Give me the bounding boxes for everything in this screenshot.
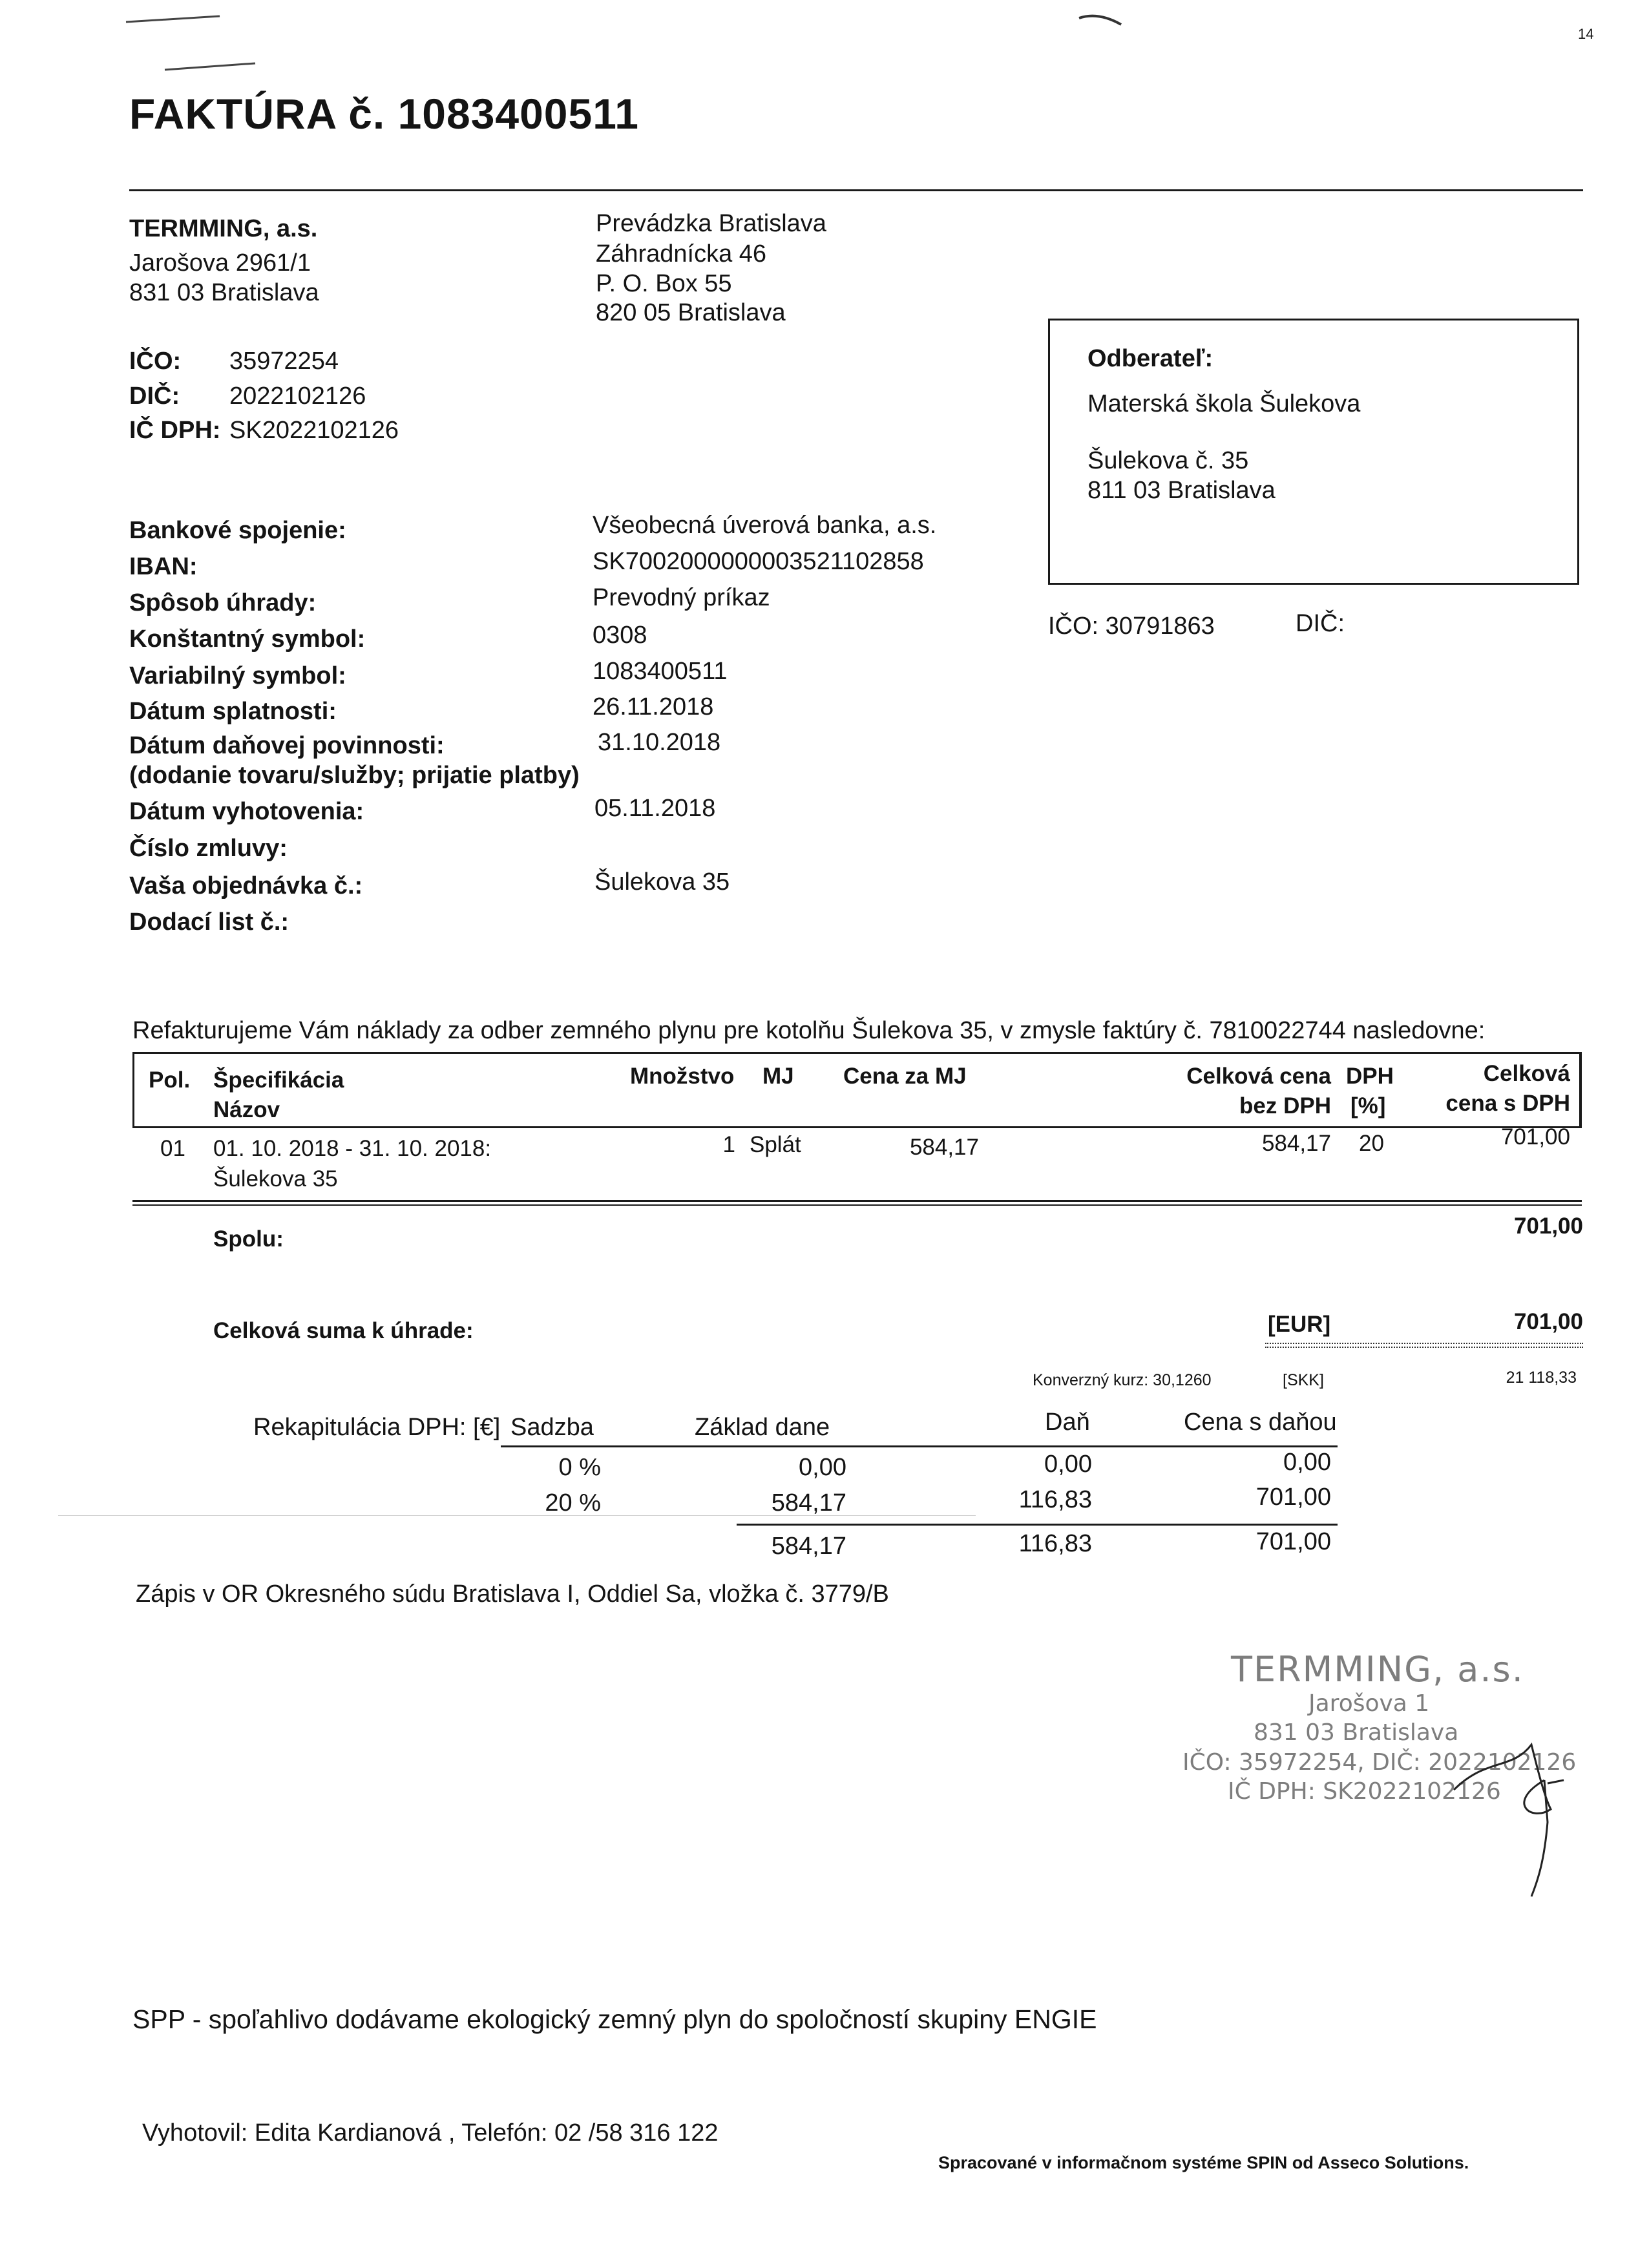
th-gross-2: cena s DPH (1445, 1091, 1570, 1116)
page-title: FAKTÚRA č. 1083400511 (129, 90, 639, 138)
prepared-by: Vyhotovil: Edita Kardianová , Telefón: 02 /58 316 122 (142, 2119, 719, 2147)
customer-city: 811 03 Bratislava (1087, 477, 1276, 504)
th-total-2: bez DPH (1239, 1093, 1331, 1118)
row-unit-price: 584,17 (909, 1135, 979, 1160)
th-pol: Pol. (149, 1067, 191, 1093)
customer-name: Materská škola Šulekova (1087, 390, 1361, 417)
vat-recap-gross-header: Cena s daňou (1184, 1409, 1337, 1436)
vat-row1-tax: 0,00 (1044, 1451, 1092, 1478)
footer-note: Spracované v informačnom systéme SPIN od Asseco Solutions. (938, 2153, 1469, 2172)
tax-value: 31.10.2018 (598, 729, 721, 756)
stamp-street: Jarošova 1 (1308, 1690, 1430, 1717)
branch-line4: 820 05 Bratislava (596, 299, 786, 326)
method-value: Prevodný príkaz (593, 584, 770, 611)
tax-label: Dátum daňovej povinnosti: (129, 732, 445, 759)
conversion-rate: Konverzný kurz: 30,1260 (1033, 1371, 1212, 1389)
delivery-label: Dodací list č.: (129, 908, 289, 936)
scan-faint-line (58, 1515, 976, 1516)
customer-ico: IČO: 30791863 (1048, 613, 1215, 640)
variable-label: Variabilný symbol: (129, 662, 346, 689)
grand-currency: [EUR] (1268, 1312, 1331, 1337)
vat-row2-tax: 116,83 (1018, 1486, 1092, 1513)
vat-recap-base-header: Základ dane (695, 1414, 830, 1441)
due-label: Dátum splatnosti: (129, 698, 337, 725)
skk-value: 21 118,33 (1506, 1369, 1577, 1387)
row-total: 584,17 (1261, 1131, 1331, 1156)
sum-label: Spolu: (213, 1226, 284, 1252)
customer-street: Šulekova č. 35 (1087, 447, 1249, 474)
vat-recap-rate-header: Sadzba (510, 1414, 594, 1441)
bank-label: Bankové spojenie: (129, 517, 346, 544)
customer-heading: Odberateľ: (1087, 345, 1213, 372)
stamp-ids: IČO: 35972254, DIČ: 2022102126 (1182, 1749, 1577, 1776)
vat-row2-rate: 20 % (545, 1489, 601, 1517)
branch-line1: Prevádzka Bratislava (596, 210, 826, 237)
sum-value: 701,00 (1513, 1213, 1583, 1239)
tax-note: (dodanie tovaru/služby; prijatie platby) (129, 762, 580, 789)
row-vat: 20 (1359, 1131, 1384, 1156)
th-gross-1: Celková (1483, 1061, 1570, 1086)
iban-label: IBAN: (129, 553, 198, 580)
ico-value: 35972254 (229, 348, 339, 375)
ico-label: IČO: (129, 348, 182, 375)
constant-value: 0308 (593, 622, 647, 649)
grand-dotted-line-1 (1265, 1343, 1583, 1344)
contract-label: Číslo zmluvy: (129, 835, 288, 862)
supplier-street: Jarošova 2961/1 (129, 249, 311, 277)
grand-value: 701,00 (1513, 1309, 1583, 1334)
table-bottom-line-1 (132, 1200, 1582, 1202)
th-qty: Množstvo (630, 1064, 735, 1089)
customer-dic: DIČ: (1296, 610, 1345, 637)
branch-line3: P. O. Box 55 (596, 270, 732, 297)
th-mj: MJ (762, 1064, 794, 1089)
vat-recap-label: Rekapitulácia DPH: [€] (253, 1414, 501, 1441)
th-spec: Špecifikácia (213, 1067, 344, 1093)
row-name: Šulekova 35 (213, 1166, 338, 1192)
th-vat-2: [%] (1350, 1093, 1386, 1118)
vat-row2-base: 584,17 (771, 1489, 846, 1517)
page-number: 14 (1578, 26, 1594, 42)
vat-row1-base: 0,00 (799, 1454, 846, 1481)
registry-text: Zápis v OR Okresného súdu Bratislava I, Oddiel Sa, vložka č. 3779/B (136, 1580, 889, 1608)
stamp-name: TERMMING, a.s. (1231, 1649, 1524, 1690)
grand-label: Celková suma k úhrade: (213, 1318, 474, 1343)
branch-line2: Záhradnícka 46 (596, 240, 767, 268)
vat-recap-tax-header: Daň (1045, 1409, 1090, 1436)
issued-value: 05.11.2018 (594, 795, 716, 822)
th-total-1: Celková cena (1186, 1064, 1331, 1089)
icdph-label: IČ DPH: (129, 417, 221, 444)
supplier-city: 831 03 Bratislava (129, 279, 319, 306)
issued-label: Dátum vyhotovenia: (129, 798, 364, 825)
intro-text: Refakturujeme Vám náklady za odber zemného plynu pre kotolňu Šulekova 35, v zmysle faktúry č. 7810022744 nasledovne: (132, 1017, 1486, 1044)
row-qty: 1 (722, 1132, 735, 1157)
supplier-name: TERMMING, a.s. (129, 215, 318, 242)
slogan: SPP - spoľahlivo dodávame ekologický zemný plyn do spoločností skupiny ENGIE (132, 2004, 1097, 2034)
th-unit-price: Cena za MJ (843, 1064, 967, 1089)
row-gross: 701,00 (1500, 1124, 1570, 1150)
row-pol: 01 (160, 1136, 185, 1161)
method-label: Spôsob úhrady: (129, 589, 317, 616)
header-divider (129, 189, 1583, 191)
bank-value: Všeobecná úverová banka, a.s. (593, 512, 937, 539)
stamp-icdph: IČ DPH: SK2022102126 (1228, 1778, 1501, 1805)
vat-total-base: 584,17 (771, 1533, 846, 1560)
row-mj: Splát (750, 1132, 801, 1157)
vat-recap-header-line (501, 1445, 1338, 1447)
dic-label: DIČ: (129, 383, 180, 410)
vat-total-tax: 116,83 (1018, 1530, 1092, 1557)
constant-label: Konštantný symbol: (129, 625, 366, 653)
vat-total-gross: 701,00 (1255, 1528, 1331, 1555)
vat-row1-gross: 0,00 (1283, 1449, 1331, 1476)
icdph-value: SK2022102126 (229, 417, 399, 444)
due-value: 26.11.2018 (593, 693, 714, 720)
table-bottom-line-2 (132, 1204, 1582, 1206)
vat-row1-rate: 0 % (558, 1454, 601, 1481)
grand-dotted-line-2 (1265, 1347, 1583, 1348)
dic-value: 2022102126 (229, 383, 366, 410)
row-spec: 01. 10. 2018 - 31. 10. 2018: (213, 1136, 492, 1161)
skk-label: [SKK] (1283, 1371, 1324, 1389)
iban-value: SK7002000000003521102858 (593, 548, 924, 575)
signature (1434, 1732, 1583, 1906)
th-name: Názov (213, 1097, 280, 1122)
th-vat-1: DPH (1346, 1064, 1394, 1089)
vat-recap-sum-line (737, 1524, 1338, 1526)
variable-value: 1083400511 (593, 658, 728, 685)
vat-row2-gross: 701,00 (1255, 1484, 1331, 1511)
order-label: Vaša objednávka č.: (129, 872, 363, 899)
order-value: Šulekova 35 (594, 868, 730, 896)
stamp-city: 831 03 Bratislava (1254, 1719, 1459, 1746)
